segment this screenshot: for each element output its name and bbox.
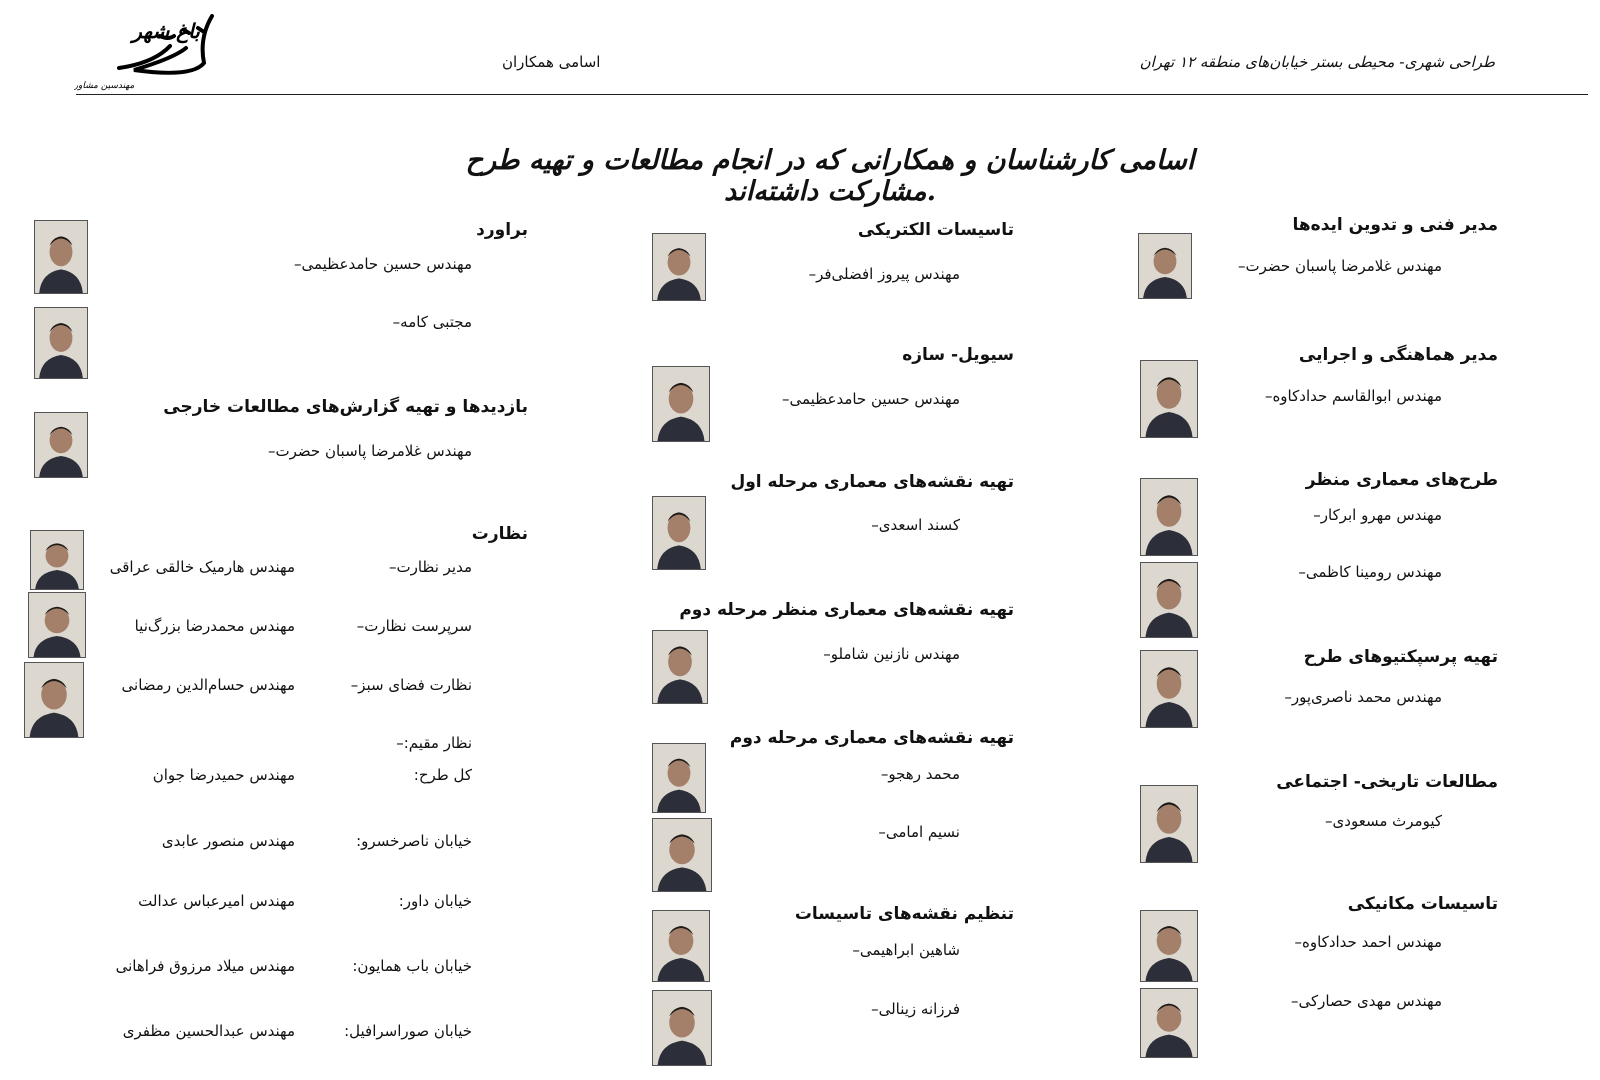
photo	[652, 990, 712, 1066]
supervision-role-1: مدیر نظارت–	[388, 558, 472, 576]
name-landscape-1: مهندس مهرو ابرکار–	[1313, 506, 1442, 524]
name-arch-phase-1: کسند اسعدی–	[871, 516, 960, 534]
svg-text:باغ شهر: باغ شهر	[132, 19, 200, 43]
name-arch-phase-2-2: نسیم امامی–	[878, 823, 960, 841]
photo	[1140, 650, 1198, 728]
photo	[1140, 785, 1198, 863]
photo	[34, 220, 88, 294]
name-technical-director: مهندس غلامرضا پاسبان حضرت–	[1238, 257, 1442, 275]
supervision-name-2: مهندس محمدرضا بزرگ‌نیا	[134, 617, 295, 635]
resident-supervisors-label: نظار مقیم:–	[396, 734, 472, 752]
project-title: طراحی شهری- محیطی بستر خیابان‌های منطقه ۱۲ تهران	[1139, 53, 1495, 71]
name-coordination-manager: مهندس ابوالقاسم حدادکاوه–	[1264, 387, 1442, 405]
name-civil-structure: مهندس حسین حامدعظیمی–	[781, 390, 960, 408]
heading-perspectives: تهیه پرسپکتیوهای طرح	[1303, 647, 1498, 667]
heading-installations: تنظیم نقشه‌های تاسیسات	[794, 904, 1014, 924]
svg-text:مهندسین مشاور: مهندسین مشاور	[74, 81, 135, 91]
heading-electrical: تاسیسات الکتریکی	[857, 220, 1014, 240]
name-estimate-1: مهندس حسین حامدعظیمی–	[293, 255, 472, 273]
header-divider	[76, 94, 1588, 95]
heading-technical-director: مدیر فنی و تدوین ایده‌ها	[1292, 215, 1498, 235]
supervision-role-2: سرپرست نظارت–	[356, 617, 472, 635]
photo	[1140, 360, 1198, 438]
heading-historical-social: مطالعات تاریخی- اجتماعی	[1276, 772, 1498, 792]
heading-coordination-manager: مدیر هماهنگی و اجرایی	[1298, 345, 1498, 365]
photo	[652, 910, 710, 982]
heading-landscape-phase-2: تهیه نقشه‌های معماری منظر مرحله دوم	[679, 600, 1014, 620]
photo	[1140, 988, 1198, 1058]
name-installations-1: شاهین ابراهیمی–	[852, 941, 960, 959]
resident-place-2: خیابان ناصرخسرو:	[356, 832, 472, 850]
photo	[30, 530, 84, 590]
heading-supervision: نظارت	[471, 524, 528, 544]
heading-landscape-design: طرح‌های معماری منظر	[1305, 470, 1498, 490]
supervision-name-1: مهندس هارمیک خالقی عراقی	[109, 558, 295, 576]
name-mechanical-1: مهندس احمد حدادکاوه–	[1294, 933, 1442, 951]
photo	[34, 412, 88, 478]
section-title: اسامی همکاران	[502, 53, 601, 71]
supervision-role-3: نظارت فضای سبز–	[350, 676, 472, 694]
name-historical-social: کیومرث مسعودی–	[1325, 812, 1442, 830]
photo	[34, 307, 88, 379]
heading-arch-phase-2: تهیه نقشه‌های معماری مرحله دوم	[729, 728, 1014, 748]
heading-civil-structure: سیویل- سازه	[902, 345, 1014, 365]
name-site-visits: مهندس غلامرضا پاسبان حضرت–	[268, 442, 472, 460]
resident-place-3: خیابان داور:	[398, 892, 472, 910]
photo	[24, 662, 84, 738]
supervision-name-3: مهندس حسام‌الدین رمضانی	[121, 676, 295, 694]
resident-place-4: خیابان باب همایون:	[352, 957, 472, 975]
resident-place-1: کل طرح:	[413, 766, 472, 784]
page-title: اسامی کارشناسان و همکارانی که در انجام مطالعات و تهیه طرح مشارکت داشته‌اند.	[465, 145, 1195, 207]
photo	[1140, 562, 1198, 638]
photo	[652, 366, 710, 442]
name-estimate-2: مجتبی کامه–	[392, 313, 472, 331]
name-perspectives: مهندس محمد ناصری‌پور–	[1284, 688, 1442, 706]
photo	[652, 818, 712, 892]
heading-arch-phase-1: تهیه نقشه‌های معماری مرحله اول	[730, 472, 1014, 492]
heading-mechanical: تاسیسات مکانیکی	[1347, 894, 1498, 914]
heading-site-visits: بازدیدها و تهیه گزارش‌های مطالعات خارجی	[163, 397, 528, 417]
name-mechanical-2: مهندس مهدی حصارکی–	[1291, 992, 1442, 1010]
name-landscape-phase-2: مهندس نازنین شاملو–	[823, 645, 960, 663]
name-electrical: مهندس پیروز افضلی‌فر–	[808, 265, 960, 283]
photo	[652, 233, 706, 301]
baghshahr-logo	[74, 8, 224, 96]
photo	[1140, 910, 1198, 982]
resident-name-5: مهندس عبدالحسین مظفری	[122, 1022, 295, 1040]
resident-name-1: مهندس حمیدرضا جوان	[152, 766, 295, 784]
resident-name-2: مهندس منصور عابدی	[161, 832, 295, 850]
photo	[652, 630, 708, 704]
photo	[652, 496, 706, 570]
photo	[28, 592, 86, 658]
photo	[652, 743, 706, 813]
name-landscape-2: مهندس رومینا کاظمی–	[1298, 563, 1442, 581]
resident-name-3: مهندس امیرعباس عدالت	[138, 892, 295, 910]
name-installations-2: فرزانه زینالی–	[871, 1000, 960, 1018]
resident-name-4: مهندس میلاد مرزوق فراهانی	[115, 957, 295, 975]
heading-estimate: براورد	[476, 220, 528, 240]
name-arch-phase-2-1: محمد رهجو–	[880, 765, 960, 783]
photo	[1138, 233, 1192, 299]
photo	[1140, 478, 1198, 556]
resident-place-5: خیابان صوراسرافیل:	[344, 1022, 472, 1040]
